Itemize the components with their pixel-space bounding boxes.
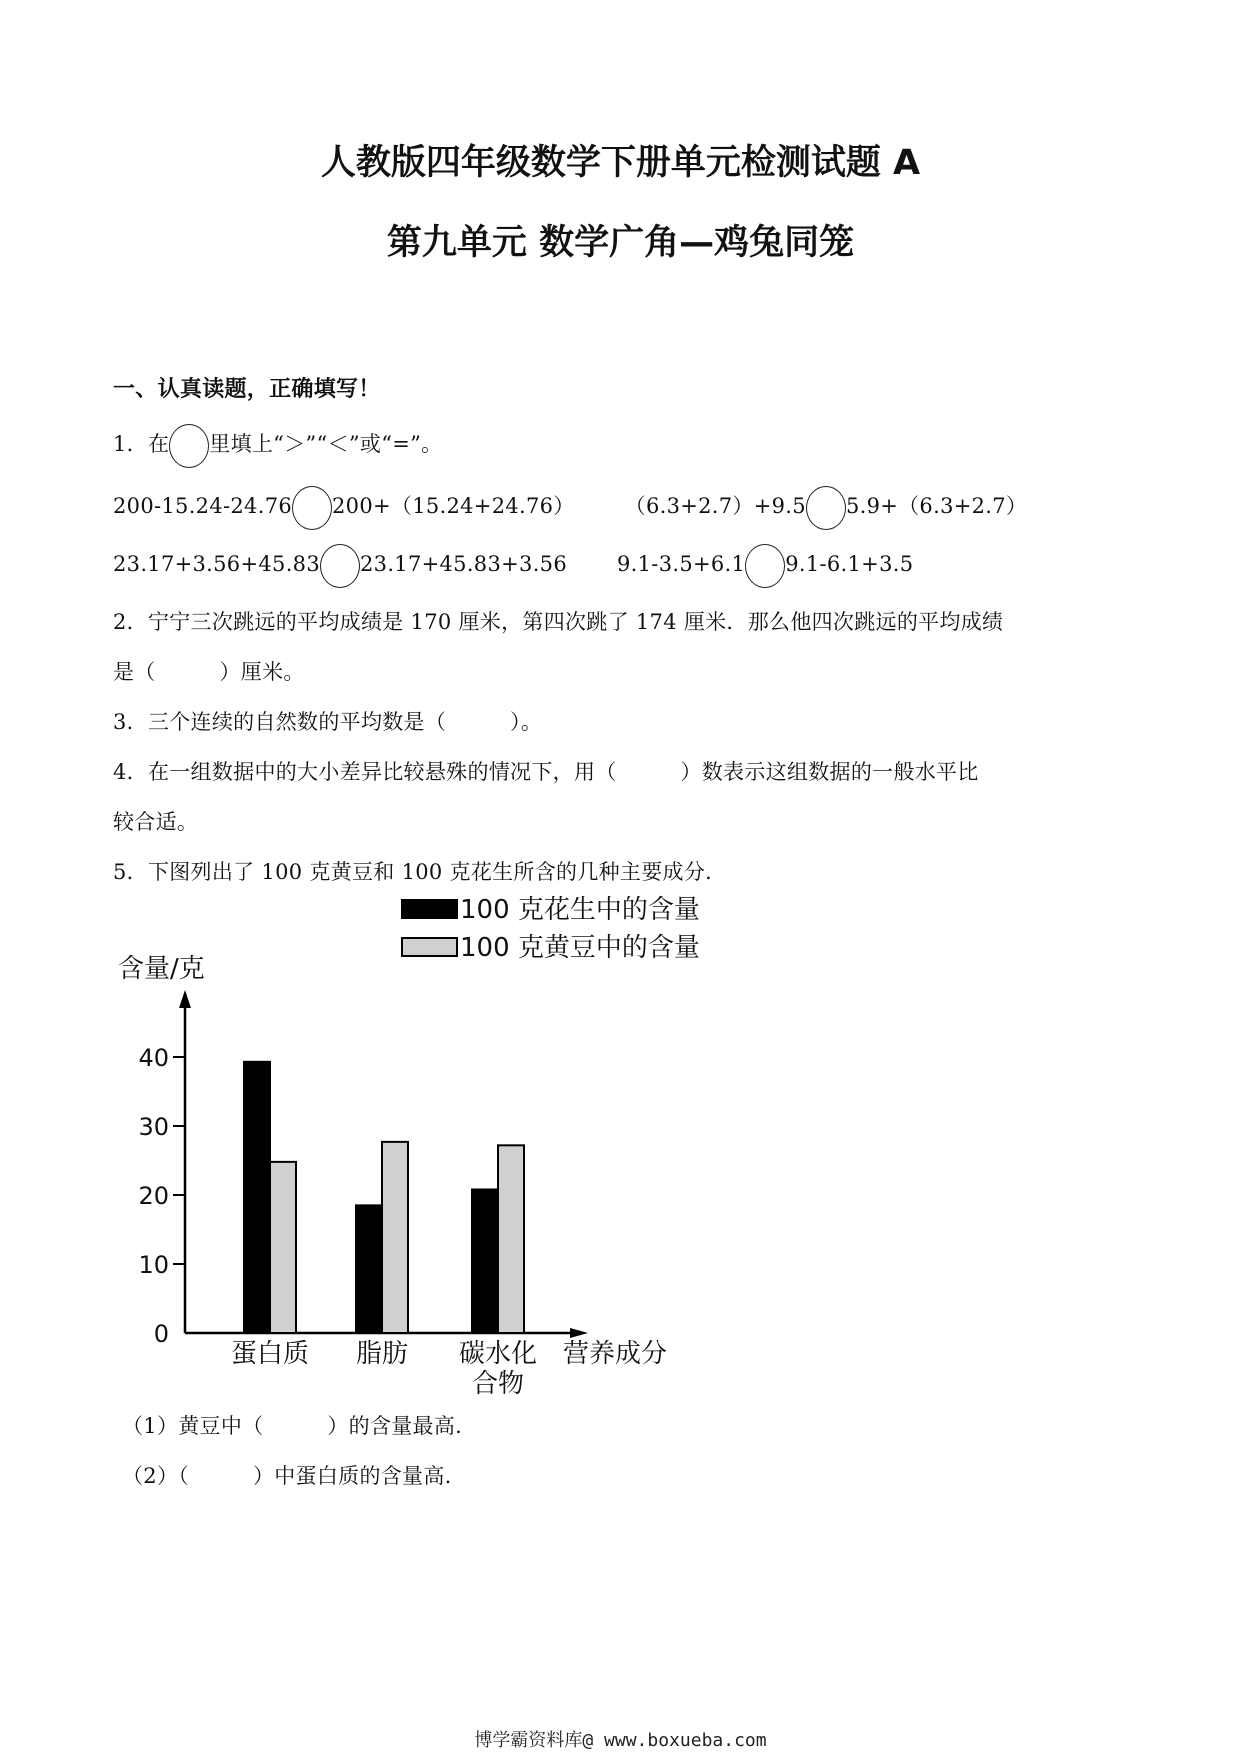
expression: 5.9+（6.3+2.7）	[845, 494, 1028, 518]
question-5: 5．下图列出了 100 克黄豆和 100 克花生所含的几种主要成分．	[113, 860, 727, 884]
bar	[356, 1205, 382, 1333]
page-title: 人教版四年级数学下册单元检测试题 A	[320, 143, 921, 183]
answer-circle[interactable]	[169, 424, 209, 468]
answer-circle[interactable]	[292, 486, 332, 530]
question-2-line-1: 2．宁宁三次跳远的平均成绩是 170 厘米，第四次跳了 174 厘米．那么他四次跳远的平均成绩	[113, 610, 1004, 634]
expression: 9.1-3.5+6.1	[617, 552, 746, 576]
question-4-line-1: 4．在一组数据中的大小差异比较悬殊的情况下，用（ ）数表示这组数据的一般水平比	[113, 760, 979, 784]
legend-label: 100 克花生中的含量	[460, 895, 700, 925]
x-tick-label: 碳水化	[458, 1339, 538, 1369]
question-5-part-2: （2）（ ）中蛋白质的含量高.	[122, 1464, 452, 1488]
question-5-part-1: （1）黄豆中（ ）的含量最高.	[122, 1414, 463, 1438]
expression: 9.1-6.1+3.5	[785, 552, 914, 576]
y-tick-label: 30	[138, 1113, 169, 1141]
y-tick-label: 20	[138, 1182, 169, 1210]
x-tick-label: 脂肪	[355, 1339, 409, 1369]
legend-swatch	[402, 938, 457, 956]
section-heading: 一、认真读题，正确填写！	[113, 377, 381, 402]
footer-watermark: 博学霸资料库@ www.boxueba.com	[474, 1730, 767, 1751]
expression: 200+（15.24+24.76）	[332, 494, 575, 518]
bar	[382, 1142, 408, 1333]
y-tick-label: 40	[138, 1044, 169, 1072]
question-4-line-2: 较合适。	[113, 810, 199, 834]
expression: 23.17+45.83+3.56	[360, 552, 567, 576]
q1-row-2	[113, 552, 913, 578]
x-axis-arrow	[570, 1328, 588, 1338]
expression: 200-15.24-24.76	[113, 494, 293, 518]
y-tick-label: 0	[153, 1320, 169, 1348]
bar	[244, 1062, 270, 1333]
bar	[498, 1145, 524, 1333]
expression: （6.3+2.7）+9.5	[624, 494, 806, 518]
x-tick-label: 合物	[471, 1369, 525, 1399]
q1-row-1	[113, 490, 1027, 520]
answer-circle[interactable]	[806, 486, 846, 530]
legend-swatch	[402, 900, 457, 918]
y-axis-label: 含量/克	[118, 954, 205, 984]
bar-chart	[0, 880, 1241, 1400]
y-axis-arrow	[179, 990, 191, 1008]
question-2-line-2: 是（ ）厘米。	[113, 660, 305, 684]
x-axis-label: 营养成分	[563, 1339, 668, 1369]
expression: 23.17+3.56+45.83	[113, 552, 320, 576]
bar	[270, 1162, 296, 1333]
q1-prefix: 1．在	[113, 432, 170, 456]
answer-circle[interactable]	[320, 544, 360, 588]
x-tick-label: 蛋白质	[230, 1339, 310, 1369]
y-tick-label: 10	[138, 1251, 169, 1279]
legend-label: 100 克黄豆中的含量	[460, 933, 700, 963]
question-1	[113, 428, 442, 458]
answer-circle[interactable]	[745, 544, 785, 588]
bar	[472, 1189, 498, 1333]
question-3: 3．三个连续的自然数的平均数是（ ）。	[113, 710, 543, 734]
page-subtitle: 第九单元 数学广角—鸡兔同笼	[386, 223, 855, 263]
q1-suffix: 里填上“＞”“＜”或“=”。	[209, 432, 443, 456]
